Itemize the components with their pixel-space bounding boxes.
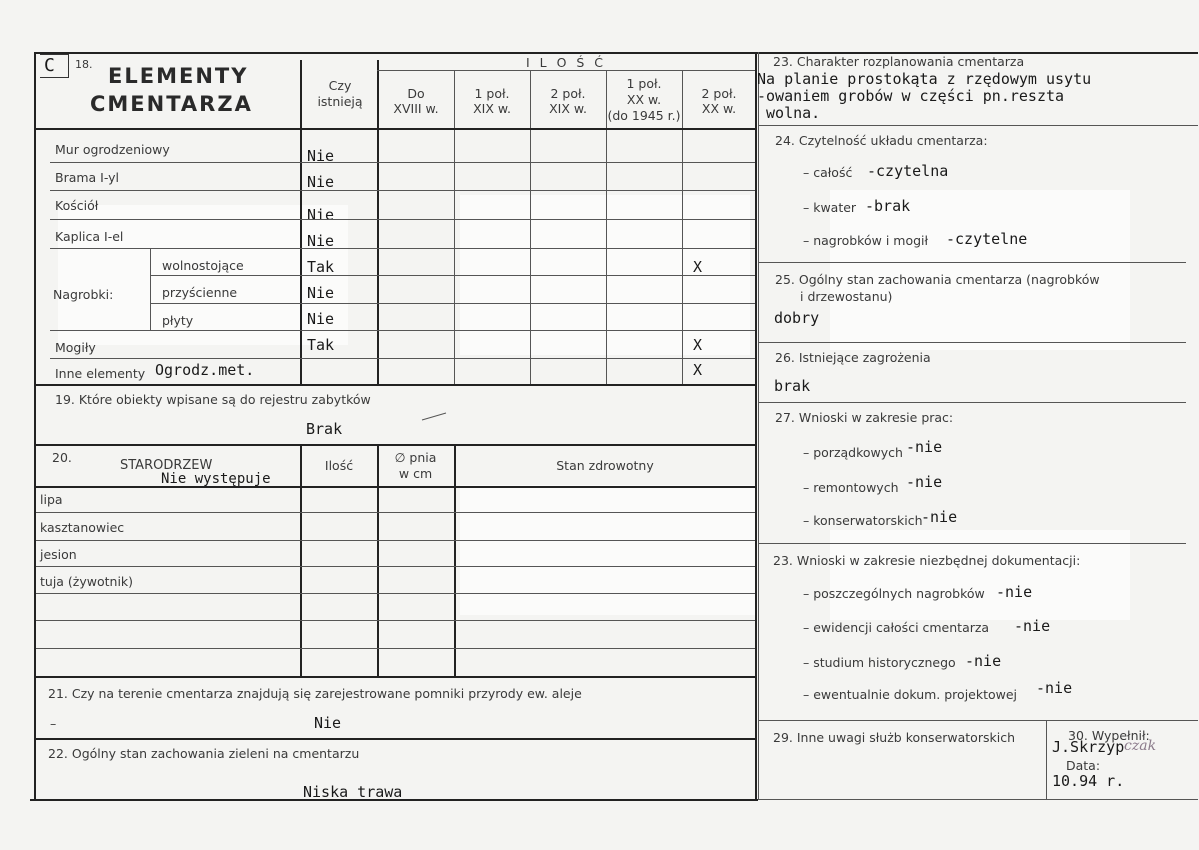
q30-divider — [1046, 720, 1047, 800]
q24-item-label: – nagrobków i mogił — [803, 233, 929, 248]
row-line — [50, 219, 755, 220]
q30-date: 10.94 r. — [1052, 772, 1125, 790]
section-19-bottom — [34, 444, 756, 446]
q27-item-label: – porządkowych — [803, 445, 903, 460]
row-inne-label: Inne elementy — [55, 366, 146, 381]
q21-dash: – — [50, 716, 57, 731]
q30-date-label: Data: — [1066, 758, 1101, 773]
period-2a: 1 poł. — [474, 86, 510, 101]
q20-number: 20. — [52, 450, 72, 465]
q27-item-value: -nie — [921, 508, 958, 526]
row-brama-value: Nie — [307, 173, 335, 191]
period-3a: 2 poł. — [550, 86, 586, 101]
q28-item-value: -nie — [1014, 617, 1051, 635]
q20-col-pnia-2: w cm — [398, 466, 433, 481]
row-plyty-value: Nie — [307, 310, 335, 328]
q24-label: 24. Czytelność układu cmentarza: — [775, 133, 988, 148]
q28-label: 23. Wnioski w zakresie niezbędnej dokumentacji: — [773, 553, 1081, 568]
q27-item-value: -nie — [906, 473, 943, 491]
right-divider — [758, 262, 1186, 263]
q20-typed: Nie występuje — [161, 471, 271, 487]
q27-item-label: – konserwatorskich — [803, 513, 923, 528]
q25-answer: dobry — [774, 309, 820, 327]
row-wolnostojace-label: wolnostojące — [162, 258, 244, 273]
row-line — [50, 190, 755, 191]
q20-header-bottom — [34, 486, 756, 488]
q24-item-label: – kwater — [803, 200, 857, 215]
exists-header-2: istnieją — [317, 94, 363, 109]
q30-label: 30. Wypełnił: — [1068, 728, 1150, 743]
period-3b: XIX w. — [549, 101, 587, 116]
header-bottom-line — [34, 128, 756, 130]
q26-label: 26. Istniejące zagrożenia — [775, 350, 931, 365]
row-line — [36, 648, 755, 649]
right-divider — [758, 720, 1198, 721]
row-kaplica-label: Kaplica I-el — [55, 229, 124, 244]
right-divider — [758, 342, 1186, 343]
row-wolnostojace-value: Tak — [307, 258, 335, 276]
q28-item-value: -nie — [965, 652, 1002, 670]
q26-answer: brak — [774, 377, 811, 395]
frame-left — [34, 52, 36, 800]
row-line — [50, 358, 755, 359]
q21-label: 21. Czy na terenie cmentarza znajdują się zarejestrowane pomniki przyrody ew. aleje — [48, 686, 582, 701]
q23-answer-line3: wolna. — [757, 104, 821, 122]
q30-name-handwritten: czak — [1124, 738, 1157, 754]
row-mogily-value: Tak — [307, 336, 335, 354]
q24-item-label: – całość — [803, 165, 853, 180]
period-divider — [606, 70, 607, 384]
period-divider — [530, 70, 531, 384]
q29-label: 29. Inne uwagi służb konserwatorskich — [773, 730, 1015, 745]
section-21-bottom — [34, 738, 756, 740]
row-line — [50, 162, 755, 163]
q23-answer-line2: -owaniem grobów w części pn.reszta — [757, 87, 1065, 105]
section-number: 18. — [75, 58, 93, 71]
q20-col-pnia-1: ∅ pnia — [394, 450, 437, 465]
tree-row: tuja (żywotnik) — [40, 574, 134, 589]
row-mogily-mark: X — [693, 336, 703, 354]
q20-col-stan: Stan zdrowotny — [556, 458, 654, 473]
q28-item-value: -nie — [1036, 679, 1073, 697]
corner-mark: C — [44, 55, 55, 76]
q24-item-value: -brak — [865, 197, 911, 215]
row-line — [36, 593, 755, 594]
row-line — [36, 566, 755, 567]
q24-item-value: -czytelna — [867, 162, 949, 180]
row-kaplica-value: Nie — [307, 232, 335, 250]
q28-item-value: -nie — [996, 583, 1033, 601]
row-inne-typed: Ogrodz.met. — [155, 361, 255, 379]
q20-col-line — [454, 444, 456, 676]
q25-label-2: i drzewostanu) — [800, 289, 893, 304]
q22-answer: Niska trawa — [303, 783, 403, 801]
period-divider — [454, 70, 455, 384]
row-line — [150, 275, 755, 276]
section-18-bottom — [34, 384, 756, 386]
q24-item-value: -czytelne — [946, 230, 1028, 248]
nagrobki-label: Nagrobki: — [53, 287, 114, 302]
row-kosciol-value: Nie — [307, 206, 335, 224]
q28-item-label: – poszczególnych nagrobków — [803, 586, 985, 601]
exists-col-line — [300, 60, 302, 384]
title-line1: ELEMENTY — [108, 64, 249, 88]
row-plyty-label: płyty — [162, 313, 194, 328]
q27-item-label: – remontowych — [803, 480, 899, 495]
q30-name-typed: J.Skrzyp — [1052, 738, 1125, 756]
period-divider — [682, 70, 683, 384]
row-line — [150, 303, 755, 304]
q27-item-value: -nie — [906, 438, 943, 456]
row-mogily-label: Mogiły — [55, 340, 96, 355]
paper-patch — [460, 485, 755, 615]
q20-col-ilosc: Ilość — [324, 458, 354, 473]
tree-row: jesion — [40, 547, 77, 562]
right-bottom-line — [758, 799, 1198, 800]
period-4a: 1 poł. — [626, 76, 662, 91]
row-mur-value: Nie — [307, 147, 335, 165]
q19-label: 19. Które obiekty wpisane są do rejestru zabytków — [55, 392, 371, 407]
quantity-title: I L O Ś Ć — [525, 55, 607, 70]
row-brama-label: Brama I-yl — [55, 170, 120, 185]
row-line — [36, 620, 755, 621]
row-line — [50, 330, 755, 331]
row-wolnostojace-mark: X — [693, 258, 703, 276]
row-inne-mark: X — [693, 361, 703, 379]
period-1a: Do — [407, 86, 425, 101]
period-4b: XX w. — [626, 92, 662, 107]
nagrobki-divider — [150, 248, 151, 330]
q19-answer: Brak — [306, 420, 343, 438]
q20-col-line — [300, 444, 302, 676]
period-5a: 2 poł. — [701, 86, 737, 101]
q22-label: 22. Ogólny stan zachowania zieleni na cmentarzu — [48, 746, 360, 761]
row-line — [50, 248, 755, 249]
section-20-bottom — [34, 676, 756, 678]
right-divider — [758, 543, 1186, 544]
q27-label: 27. Wnioski w zakresie prac: — [775, 410, 954, 425]
row-line — [36, 540, 755, 541]
period-5b: XX w. — [701, 101, 737, 116]
tree-row: lipa — [40, 492, 63, 507]
q25-label-1: 25. Ogólny stan zachowania cmentarza (nagrobków — [775, 272, 1100, 287]
period-2b: XIX w. — [473, 101, 511, 116]
quantity-subline — [377, 70, 755, 71]
q20-col-line — [377, 444, 379, 676]
row-mur-label: Mur ogrodzeniowy — [55, 142, 170, 157]
period-4c: (do 1945 r.) — [607, 108, 681, 123]
exists-header-1: Czy — [328, 78, 352, 93]
row-kosciol-label: Kościół — [55, 198, 99, 213]
q20-title: STARODRZEW — [120, 458, 213, 473]
row-przyscienne-value: Nie — [307, 284, 335, 302]
column-divider — [755, 52, 757, 800]
q28-item-label: – ewentualnie dokum. projektowej — [803, 687, 1018, 702]
pen-stroke — [420, 410, 450, 422]
right-divider — [758, 402, 1186, 403]
q21-answer: Nie — [314, 714, 342, 732]
q28-item-label: – ewidencji całości cmentarza — [803, 620, 990, 635]
q23-label: 23. Charakter rozplanowania cmentarza — [773, 54, 1025, 69]
q23-answer-line1: Na planie prostokąta z rzędowym usytu — [757, 70, 1092, 88]
q28-item-label: – studium historycznego — [803, 655, 956, 670]
right-divider — [758, 125, 1198, 126]
period-1b: XVIII w. — [393, 101, 439, 116]
row-line — [36, 512, 755, 513]
tree-row: kasztanowiec — [40, 520, 125, 535]
column-divider-inner — [758, 52, 759, 800]
title-line2: CMENTARZA — [90, 92, 253, 116]
row-przyscienne-label: przyścienne — [162, 285, 238, 300]
